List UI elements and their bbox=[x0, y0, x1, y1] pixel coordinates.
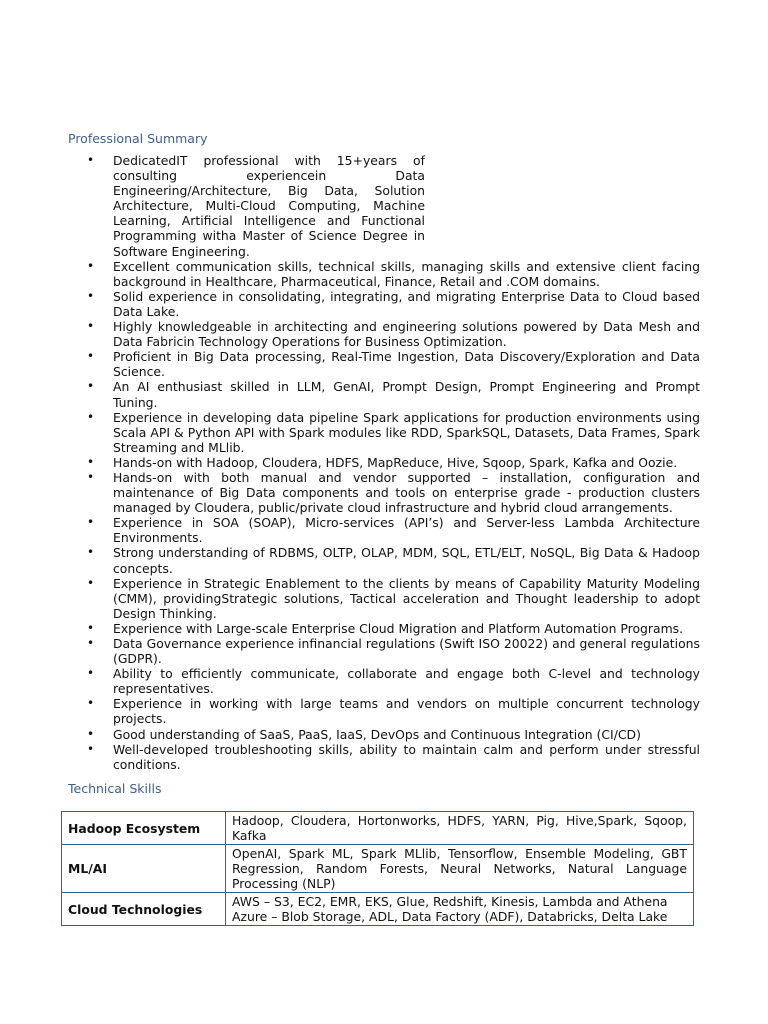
list-item-text: • Good understanding of SaaS, PaaS, IaaS, DevOps and Continuous Integration (CI/CD) bbox=[113, 726, 641, 742]
list-item bbox=[68, 319, 700, 349]
table-row bbox=[62, 845, 694, 893]
list-item-text: • An AI enthusiast skilled in LLM, GenAI, Prompt Design, Prompt Engineering and Prompt Tuning. bbox=[113, 379, 700, 410]
skill-category: Cloud Technologies bbox=[62, 893, 226, 926]
list-item bbox=[68, 742, 700, 772]
technical-skills-heading: Technical Skills bbox=[68, 781, 162, 796]
skill-value-line: AWS – S3, EC2, EMR, EKS, Glue, Redshift, Kinesis, Lambda and Athena bbox=[232, 894, 668, 909]
list-item bbox=[68, 455, 700, 470]
list-item-text: • Experience in SOA (SOAP), Micro-services (API’s) and Server-less Lambda Architecture Environments. bbox=[113, 515, 700, 546]
list-item-text: • Well-developed troubleshooting skills, ability to maintain calm and perform under stressful conditions. bbox=[113, 741, 700, 772]
list-item-text: • Ability to efficiently communicate, collaborate and engage both C-level and technology representatives. bbox=[113, 666, 700, 697]
list-item-text: • Excellent communication skills, technical skills, managing skills and extensive client facing background in Healthcare, Pharmaceutical, Finance, Retail and .COM domains. bbox=[113, 258, 700, 289]
technical-skills-table bbox=[61, 811, 694, 926]
list-item bbox=[68, 259, 700, 289]
list-item bbox=[68, 545, 700, 575]
list-item bbox=[68, 470, 700, 515]
table-row bbox=[62, 812, 694, 845]
list-item-text: • Hands-on with both manual and vendor supported – installation, configuration and maintenance of Big Data components and tools on enterprise grade - production clusters managed by Cloudera, public/private cloud infrastructure and hybrid cloud arrangements. bbox=[113, 469, 700, 516]
list-item bbox=[68, 666, 700, 696]
list-item-text: • Strong understanding of RDBMS, OLTP, OLAP, MDM, SQL, ETL/ELT, NoSQL, Big Data & Hadoop concepts. bbox=[113, 545, 700, 576]
list-item-text: • Solid experience in consolidating, integrating, and migrating Enterprise Data to Cloud based Data Lake. bbox=[113, 288, 700, 319]
list-item bbox=[68, 576, 700, 621]
list-item-text: • Hands-on with Hadoop, Cloudera, HDFS, MapReduce, Hive, Sqoop, Spark, Kafka and Oozie. bbox=[113, 454, 678, 470]
list-item-text: • DedicatedIT professional with 15+years of consulting experiencein Data Engineering/Architecture, Big Data, Solution Architecture, Multi-Cloud Computing, Machine Learning, Artificial Intelligence and Functional Programming witha Master of Science Degree in Software Engineering. bbox=[113, 153, 425, 259]
list-item bbox=[68, 636, 700, 666]
table-row bbox=[62, 893, 694, 926]
list-item bbox=[68, 410, 700, 455]
list-item-text: • Data Governance experience infinancial regulations (Swift ISO 20022) and general regulations (GDPR). bbox=[113, 636, 700, 667]
list-item bbox=[68, 349, 700, 379]
list-item-text: • Proficient in Big Data processing, Real-Time Ingestion, Data Discovery/Exploration and Data Science. bbox=[113, 349, 700, 380]
list-item-text: • Highly knowledgeable in architecting and engineering solutions powered by Data Mesh and Data Fabricin Technology Operations for Business Optimization. bbox=[113, 319, 700, 350]
list-item bbox=[68, 696, 700, 726]
list-item-text: • Experience in Strategic Enablement to the clients by means of Capability Maturity Modeling (CMM), providingStrategic solutions, Tactical acceleration and Thought leadership to adopt Design Thinking. bbox=[113, 575, 700, 621]
skill-category: ML/AI bbox=[62, 845, 226, 893]
skill-value: OpenAI, Spark ML, Spark MLlib, Tensorflow, Ensemble Modeling, GBT Regression, Random Forests, Neural Networks, Natural Language Processing (NLP) bbox=[226, 845, 694, 893]
professional-summary-list bbox=[68, 153, 700, 772]
list-item-text: • Experience with Large-scale Enterprise Cloud Migration and Platform Automation Programs. bbox=[113, 620, 684, 636]
skill-value-line: Azure – Blob Storage, ADL, Data Factory (ADF), Databricks, Delta Lake bbox=[232, 909, 668, 924]
list-item bbox=[68, 727, 700, 742]
list-item bbox=[68, 289, 700, 319]
list-item bbox=[68, 621, 700, 636]
list-item bbox=[68, 379, 700, 409]
professional-summary-heading: Professional Summary bbox=[68, 131, 208, 146]
list-item-text: • Experience in working with large teams and vendors on multiple concurrent technology projects. bbox=[113, 696, 700, 727]
skill-value bbox=[226, 893, 694, 926]
skill-value: Hadoop, Cloudera, Hortonworks, HDFS, YARN, Pig, Hive,Spark, Sqoop, Kafka bbox=[226, 812, 694, 845]
list-item-text: • Experience in developing data pipeline Spark applications for production environments using Scala API & Python API with Spark modules like RDD, SparkSQL, Datasets, Data Frames, Spark Streaming and MLlib. bbox=[113, 409, 700, 455]
list-item bbox=[68, 153, 425, 259]
skill-category: Hadoop Ecosystem bbox=[62, 812, 226, 845]
list-item bbox=[68, 515, 700, 545]
